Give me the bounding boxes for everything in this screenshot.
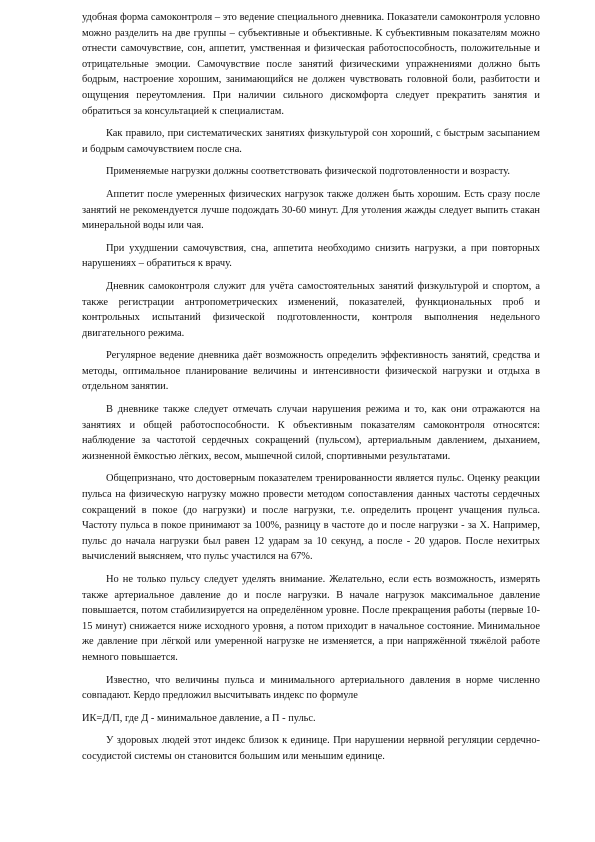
paragraph-objective-indicators: В дневнике также следует отмечать случаи нарушения режима и то, как они отражаются на занятиях и общей работоспособности. К объективным показателям самоконтроля относятся: наблюдение за частотой сердечных сокращений (пульсом), артериальным давлением, дыханием, жизненной ёмкостью лёгких, весом, мышечной силой, спортивными результатами.	[82, 404, 540, 462]
paragraph-index-conclusion: У здоровых людей этот индекс близок к единице. При нарушении нервной регуляции сердечно-сосудистой системы он становится большим или меньшим единице.	[82, 735, 540, 762]
paragraph-regular-diary: Регулярное ведение дневника даёт возможность определить эффективность занятий, средства и методы, оптимальное планирование величины и интенсивности физической нагрузки и отдыха в отдельном занятии.	[82, 350, 540, 393]
paragraph-worsening: При ухудшении самочувствия, сна, аппетита необходимо снизить нагрузки, а при повторных нарушениях – обратиться к врачу.	[82, 242, 540, 270]
paragraph-loads: Применяемые нагрузки должны соответствовать физической подготовленности и возрасту.	[106, 166, 510, 178]
paragraph-blood-pressure: Но не только пульсу следует уделять внимание. Желательно, если есть возможность, измерять также артериальное давление до и после нагрузки. В начале нагрузок максимальное давление повышается, потом стабилизируется на определённом уровне. После прекращения работы (первые 10-15 минут) снижается ниже исходного уровня, а потом приходит в начальное состояние. Минимальное же давление при лёгкой или умеренной нагрузке не изменяется, а при напряжённой тяжёлой работе немного повышается.	[82, 574, 540, 663]
paragraph-kerdo: Известно, что величины пульса и минимального артериального давления в норме численно совпадают. Кердо предложил высчитывать индекс по формуле	[82, 674, 540, 702]
paragraph-pulse: Общепризнано, что достоверным показателем тренированности является пульс. Оценку реакции пульса на физическую нагрузку можно провести методом сопоставления данных частоты сердечных сокращений в покое (до нагрузки) и после нагрузки, т.е. определить процент учащения пульса. Частоту пульса в покое принимают за 100%, разницу в частоте до и после нагрузки - за X. Например, пульс до начала нагрузки был равен 12 ударам за 10 секунд, а после - 20 ударов. После нехитрых вычислений выясняем, что пульс участился на 67%.	[82, 473, 540, 563]
document-page	[82, 10, 540, 772]
paragraph-appetite: Аппетит после умеренных физических нагрузок также должен быть хорошим. Есть сразу после занятий не рекомендуется лучше подождать 30-60 минут. Для утоления жажды следует выпить стакан минеральной воды или чая.	[82, 188, 540, 232]
paragraph-self-control-intro: удобная форма самоконтроля – это ведение специального дневника. Показатели самоконтроля условно можно разделить на две группы – субъективные и объективные. К субъективным показателям можно отнести самочувствие, сон, аппетит, умственная и физическая работоспособность, положительные и отрицательные эмоции. Самочувствие после занятий физическими упражнениями должно быть бодрым, настроение хорошим, занимающийся не должен чувствовать головной боли, разбитости и ощущения переутомления. При наличии сильного дискомфорта следует прекратить занятия и обратиться за консультацией к специалистам.	[82, 12, 540, 117]
formula-line: ИК=Д/П, где Д - минимальное давление, а П - пульс.	[82, 712, 316, 724]
paragraph-sleep: Как правило, при систематических занятиях физкультурой сон хороший, с быстрым засыпанием и бодрым самочувствием после сна.	[82, 128, 540, 155]
paragraph-diary: Дневник самоконтроля служит для учёта самостоятельных занятий физкультурой и спортом, а также регистрации антропометрических изменений, показателей, функциональных проб и контрольных испытаний физической подготовленности, контроля выполнения недельного двигательного режима.	[82, 280, 540, 339]
